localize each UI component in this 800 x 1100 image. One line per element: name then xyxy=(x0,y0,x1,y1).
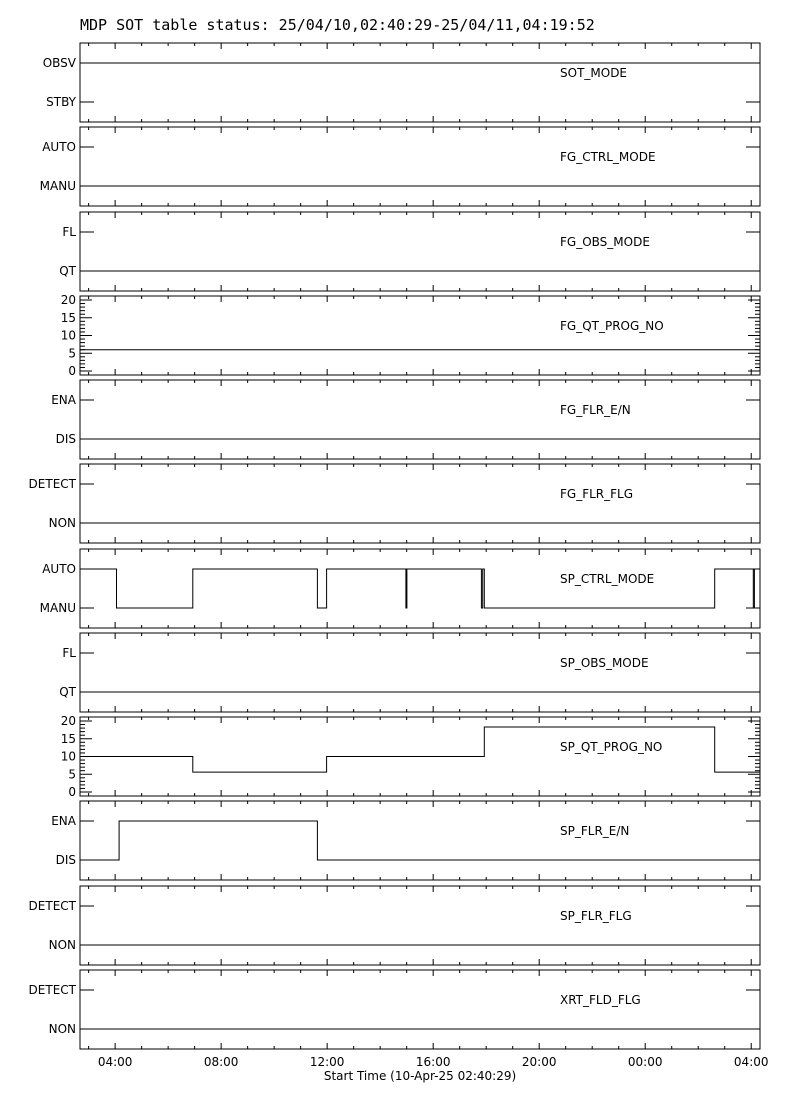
y-tick-label: 10 xyxy=(60,328,76,343)
panel-sp-flr-flg xyxy=(29,886,760,965)
y-tick-label: 20 xyxy=(60,293,76,307)
y-tick-label: DETECT xyxy=(28,477,76,491)
panel-frame xyxy=(80,380,760,459)
panel-label: SP_FLR_FLG xyxy=(560,909,632,923)
panel-frame xyxy=(80,801,760,880)
y-tick-label: OBSV xyxy=(42,56,76,70)
y-tick-label: 5 xyxy=(68,767,76,782)
panel-fg-qt-prog-no xyxy=(61,293,760,378)
x-axis-label: Start Time (10-Apr-25 02:40:29) xyxy=(323,1069,517,1083)
panel-sp-ctrl-mode xyxy=(40,549,760,628)
panel-frame xyxy=(80,633,760,712)
y-tick-label: 0 xyxy=(68,785,76,799)
y-tick-label: 15 xyxy=(60,731,76,746)
y-tick-label: AUTO xyxy=(42,562,76,576)
y-tick-label: 5 xyxy=(68,346,76,361)
y-tick-label: NON xyxy=(48,938,76,952)
x-tick-label: 04:00 xyxy=(97,1055,133,1069)
panel-fg-flr-flg xyxy=(29,464,760,543)
y-tick-label: AUTO xyxy=(42,140,76,154)
panel-fg-ctrl-mode xyxy=(40,127,760,206)
panel-label: SP_CTRL_MODE xyxy=(560,572,655,586)
panel-label: FG_FLR_E/N xyxy=(560,403,631,417)
y-tick-label: DETECT xyxy=(28,899,76,913)
y-tick-label: FL xyxy=(62,225,76,239)
panel-label: XRT_FLD_FLG xyxy=(560,993,641,1007)
y-tick-label: NON xyxy=(48,516,76,530)
panel-frame xyxy=(80,212,760,291)
y-tick-label: ENA xyxy=(51,814,76,828)
panel-label: FG_QT_PROG_NO xyxy=(560,319,664,333)
panel-frame xyxy=(80,296,760,375)
panel-frame xyxy=(80,464,760,543)
x-tick-label: 08:00 xyxy=(203,1055,239,1069)
y-tick-label: MANU xyxy=(39,601,76,615)
y-tick-label: DETECT xyxy=(28,983,76,997)
series-line-sp-ctrl-mode xyxy=(80,569,760,608)
panel-frame xyxy=(80,970,760,1049)
panel-frame xyxy=(80,549,760,628)
panel-label: SP_FLR_E/N xyxy=(560,824,630,838)
y-tick-label: QT xyxy=(59,685,76,699)
y-tick-label: STBY xyxy=(46,95,76,109)
panel-sp-flr-e-n xyxy=(51,801,760,880)
panel-frame xyxy=(80,43,760,122)
panel-label: SOT_MODE xyxy=(560,66,628,80)
panel-label: FG_CTRL_MODE xyxy=(560,150,656,164)
panel-frame xyxy=(80,127,760,206)
panel-fg-obs-mode xyxy=(59,212,760,291)
y-tick-label: FL xyxy=(62,646,76,660)
y-tick-label: 0 xyxy=(68,364,76,378)
panel-label: FG_OBS_MODE xyxy=(560,235,650,249)
panel-fg-flr-e-n xyxy=(51,380,760,459)
y-tick-label: ENA xyxy=(51,393,76,407)
panel-sp-obs-mode xyxy=(59,633,760,712)
y-tick-label: 15 xyxy=(60,310,76,325)
panel-xrt-fld-flg xyxy=(29,970,760,1049)
y-tick-label: QT xyxy=(59,264,76,278)
y-tick-label: DIS xyxy=(55,853,76,867)
panel-label: SP_QT_PROG_NO xyxy=(560,740,663,754)
x-tick-label: 20:00 xyxy=(521,1055,557,1069)
y-tick-label: 10 xyxy=(60,749,76,764)
x-tick-label: 12:00 xyxy=(309,1055,345,1069)
x-tick-label: 04:00 xyxy=(733,1055,769,1069)
chart-title: MDP SOT table status: 25/04/10,02:40:29-25/04/11,04:19:52 xyxy=(80,16,595,34)
panel-label: FG_FLR_FLG xyxy=(560,487,634,501)
y-tick-label: NON xyxy=(48,1022,76,1036)
panel-sot-mode xyxy=(43,43,760,122)
y-tick-label: MANU xyxy=(39,179,76,193)
x-tick-label: 00:00 xyxy=(627,1055,663,1069)
series-line-sp-flr-e-n xyxy=(80,821,760,860)
panel-sp-qt-prog-no xyxy=(61,714,760,799)
x-tick-label: 16:00 xyxy=(415,1055,451,1069)
y-tick-label: DIS xyxy=(55,432,76,446)
panel-label: SP_OBS_MODE xyxy=(560,656,649,670)
y-tick-label: 20 xyxy=(60,714,76,728)
panel-frame xyxy=(80,886,760,965)
